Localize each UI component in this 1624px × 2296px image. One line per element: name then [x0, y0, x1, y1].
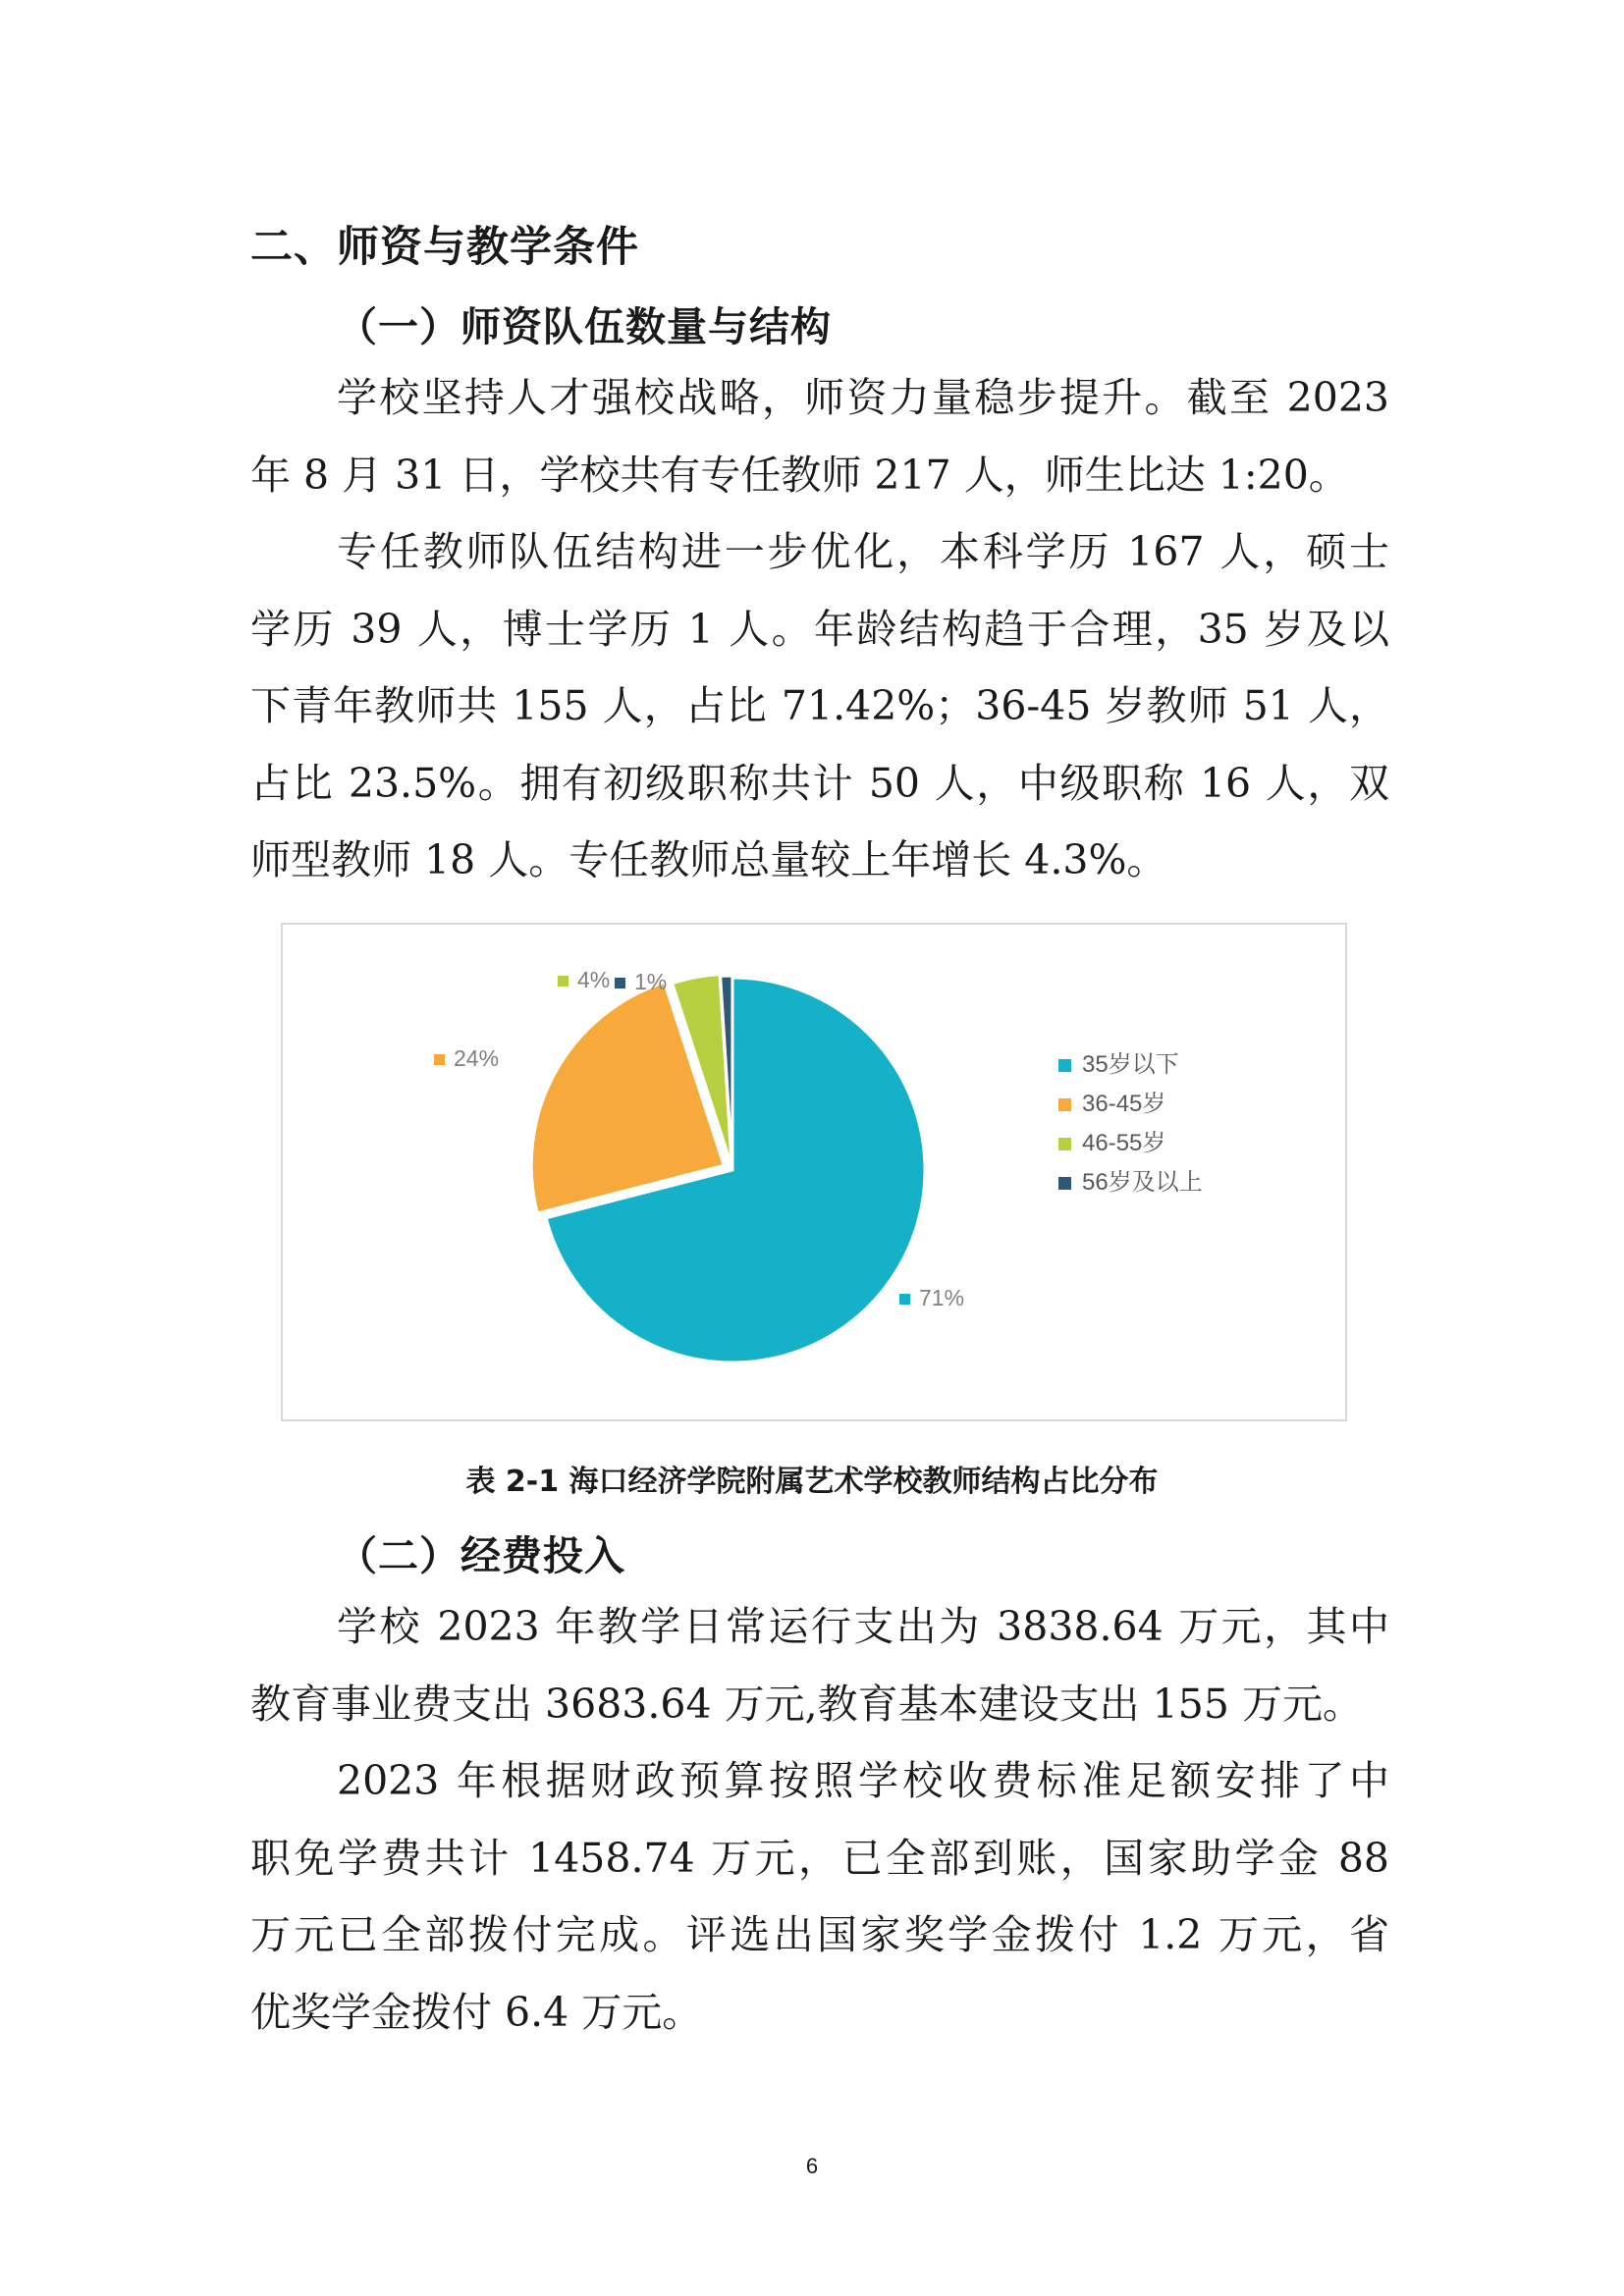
data-label: 71%: [919, 1285, 965, 1310]
legend-label: 46-55岁: [1082, 1130, 1166, 1156]
text-line: 专任教师队伍结构进一步优化，本科学历 167 人，硕士: [337, 528, 1389, 575]
text-line: 师型教师 18 人。专任教师总量较上年增长 4.3%。: [250, 836, 1167, 883]
text-line: 学校坚持人才强校战略，师资力量稳步提升。截至 2023: [337, 374, 1389, 421]
text-line: 学校 2023 年教学日常运行支出为 3838.64 万元，其中: [337, 1603, 1389, 1650]
legend-label: 56岁及以上: [1082, 1169, 1203, 1196]
data-label-marker: [615, 978, 625, 988]
subsection-title-teachers: （一）师资队伍数量与结构: [337, 303, 832, 350]
figure-caption: 表 2-1 海口经济学院附属艺术学校教师结构占比分布: [465, 1465, 1159, 1499]
text-line: 下青年教师共 155 人，占比 71.42%；36-45 岁教师 51 人，: [250, 682, 1389, 729]
legend-swatch: [1058, 1098, 1071, 1111]
legend-swatch: [1058, 1059, 1071, 1072]
data-label-marker: [899, 1294, 910, 1305]
paragraph-expenditure: [250, 1588, 1389, 1742]
text-line: 2023 年根据财政预算按照学校收费标准足额安排了中: [337, 1757, 1389, 1804]
text-line: 占比 23.5%。拥有初级职称共计 50 人，中级职称 16 人，双: [250, 759, 1389, 807]
legend-swatch: [1058, 1177, 1071, 1190]
text-line: 万元已全部拨付完成。评选出国家奖学金拨付 1.2 万元，省: [250, 1911, 1389, 1958]
page-number: 6: [805, 2154, 819, 2178]
text-line: 学历 39 人，博士学历 1 人。年龄结构趋于合理，35 岁及以: [250, 605, 1389, 653]
text-line: 优奖学金拨付 6.4 万元。: [250, 1988, 703, 2036]
legend-swatch: [1058, 1138, 1071, 1150]
data-label-marker: [558, 976, 568, 987]
text-line: 年 8 月 31 日，学校共有专任教师 217 人，师生比达 1:20。: [250, 451, 1349, 499]
data-label-marker: [434, 1054, 445, 1065]
text-line: 教育事业费支出 3683.64 万元,教育基本建设支出 155 万元。: [250, 1680, 1363, 1728]
paragraph-structure: [250, 513, 1389, 899]
section-title: 二、师资与教学条件: [250, 223, 639, 272]
paragraph-tuition: [250, 1742, 1389, 2051]
text-line: 职免学费共计 1458.74 万元，已全部到账，国家助学金 88: [250, 1834, 1389, 1882]
legend-label: 36-45岁: [1082, 1091, 1166, 1117]
paragraph-strategy: [250, 359, 1389, 513]
data-label: 1%: [634, 969, 668, 994]
data-label: 24%: [454, 1045, 500, 1071]
data-label: 4%: [577, 967, 611, 992]
legend-label: 35岁以下: [1082, 1051, 1179, 1078]
subsection-title-funding: （二）经费投入: [337, 1532, 625, 1579]
age-pie-chart: [281, 923, 1347, 1421]
